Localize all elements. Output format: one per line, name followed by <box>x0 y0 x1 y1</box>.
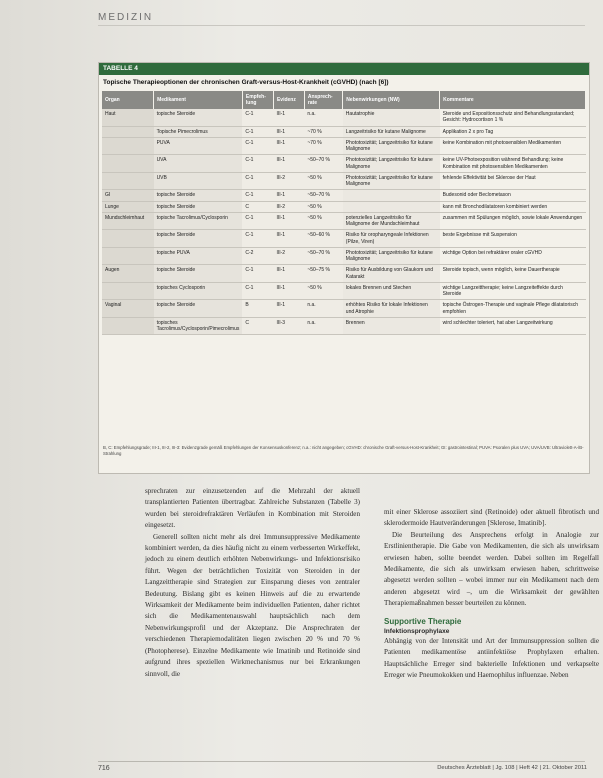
table-cell: topische Steroide <box>154 265 243 283</box>
table-cell: III-2 <box>273 201 304 212</box>
table-cell: topische Östrogen-Therapie und vaginale Pflege dilatatorisch empfohlen <box>440 300 586 318</box>
table-row <box>102 190 586 201</box>
table-cell: kann mit Bronchodilatatoren kombiniert werden <box>440 201 586 212</box>
table-cell: III-1 <box>273 230 304 248</box>
table-row <box>102 201 586 212</box>
table-cell: III-1 <box>273 137 304 155</box>
table-cell: C <box>242 201 273 212</box>
table-cell: C-1 <box>242 265 273 283</box>
table-cell: Risiko für oropharyngeale Infektionen (Pilze, Viren) <box>343 230 440 248</box>
table-cell: Brennen <box>343 317 440 335</box>
table-cell: ~50–70 % <box>304 247 342 265</box>
table-cell: Augen <box>102 265 154 283</box>
table-row <box>102 247 586 265</box>
table-cell: topisches Cyclosporin <box>154 282 243 300</box>
table-cell <box>102 282 154 300</box>
table-cell: ~50 % <box>304 282 342 300</box>
table-cell: PUVA <box>154 137 243 155</box>
paragraph: mit einer Sklerose assoziiert sind (Retinoide) oder aktuell fibrotisch und sklerodermoide Hautveränderungen [Sklerose, Imatinib]. <box>384 508 599 528</box>
table-row <box>102 109 586 126</box>
table-cell: ~70 % <box>304 126 342 137</box>
table-cell: UVA <box>154 155 243 173</box>
table-footnote: B, C: Empfehlungsgrade; III-1, III-2, III-3: Evidenzgrade gemäß Empfehlungen der Konsensuskonferenz; n.a.: nicht angegeben; cGVHD: chronische Graft-versus-Host-Krankheit; GI: gastrointestinal; PUVA: Psoralen plus UVA; UVA/UVB: Ultraviolett-A-/B-Strahlung <box>103 445 584 456</box>
table-cell: C-1 <box>242 155 273 173</box>
table-cell <box>102 155 154 173</box>
table-cell: ~50 % <box>304 172 342 190</box>
table-row <box>102 265 586 283</box>
table-cell <box>102 317 154 335</box>
table-cell: ~50–70 % <box>304 155 342 173</box>
table-cell: Langzeitrisiko für kutane Malignome <box>343 126 440 137</box>
paragraph: Die Beurteilung des Ansprechens erfolgt in Analogie zur Erstlinientherapie. Die Gabe von Medikamenten, die sich als unwirksam erwiesen haben, sollte beendet werden. Dabei sollten im Regelfall Medikamente, die sich als unwirksam erwiesen haben, schrittweise abgesetzt werden sollten – wobei immer nur ein Medikament nach dem anderen abgesetzt wird –, um die Wirksamkeit der gewählten Therapiemaßnahmen besser beurteilen zu können. <box>384 530 599 608</box>
table-cell: III-2 <box>273 172 304 190</box>
table-row <box>102 126 586 137</box>
table-row <box>102 300 586 318</box>
table-cell: Phototoxizität; Langzeitrisiko für kutane Malignome <box>343 247 440 265</box>
table-cell: wichtige Option bei refraktärer oraler cGVHD <box>440 247 586 265</box>
table-row <box>102 230 586 248</box>
table-cell: III-1 <box>273 109 304 126</box>
table-cell: Lunge <box>102 201 154 212</box>
table-cell: keine Kombination mit photosensiblen Medikamenten <box>440 137 586 155</box>
table-row <box>102 172 586 190</box>
table-cell: wichtige Langzeittherapie; keine Langzeiteffekte durch Steroide <box>440 282 586 300</box>
table-body <box>102 109 586 335</box>
column-header: Empfeh-lung <box>242 91 273 109</box>
column-header: Organ <box>102 91 154 109</box>
table-cell: ~70 % <box>304 137 342 155</box>
table-cell: III-1 <box>273 282 304 300</box>
table-cell: C-1 <box>242 212 273 230</box>
table-cell: topische Tacrolimus/Cyclosporin <box>154 212 243 230</box>
table-row <box>102 137 586 155</box>
table-cell: Phototoxizität; Langzeitrisiko für kutane Malignome <box>343 155 440 173</box>
table-cell: III-3 <box>273 317 304 335</box>
table-row <box>102 317 586 335</box>
table-cell: Phototoxizität; Langzeitrisiko für kutane Malignome <box>343 172 440 190</box>
table-cell <box>102 172 154 190</box>
table-cell: topische Steroide <box>154 190 243 201</box>
table-cell: n.a. <box>304 300 342 318</box>
table-cell: III-1 <box>273 300 304 318</box>
body-column-right <box>384 507 599 682</box>
table-cell: Vaginal <box>102 300 154 318</box>
table-box <box>98 62 590 474</box>
table-cell <box>102 247 154 265</box>
table-title: Topische Therapieoptionen der chronischen Graft-versus-Host-Krankheit (cGVHD) (nach [6]) <box>103 79 389 86</box>
paragraph: Generell sollten nicht mehr als drei Immunsuppressive Medikamente kombiniert werden, da dies häufig nicht zu einem verbesserten Wirkeffekt, jedoch zu einem deutlich erhöhten Nebenwirkungs- und Infektionsrisiko führt. Wegen der beträchtlichen Toxizität von Steroiden in der Langzeittherapie sind Strategien zur Einsparung dieses von zentraler Bedeutung. Bislang gibt es keinen Hinweis auf die zu erwartende Wirksamkeit der Medikamente beim individuellen Patienten, daher richtet sich die Medikamentenauswahl hauptsächlich nach dem Nebenwirkungsprofil und der Akzeptanz. Die Ansprechraten der verschiedenen Therapiemodalitäten liegen zwischen 20 % und 70 % (Photopherese). Einzelne Medikamente wie Imatinib und Retinoide sind aufgrund ihres speziellen Wirkmechanismus nur bei Erkrankungen sinnvoll, die <box>145 532 360 678</box>
table-cell: Applikation 2 x pro Tag <box>440 126 586 137</box>
page-number: 716 <box>98 765 110 772</box>
journal-citation: Deutsches Ärzteblatt | Jg. 108 | Heft 42 | 21. Oktober 2011 <box>437 765 587 771</box>
table-cell: UVB <box>154 172 243 190</box>
table-cell: ~50 % <box>304 212 342 230</box>
column-header: Nebenwirkungen (NW) <box>343 91 440 109</box>
table-cell: III-1 <box>273 155 304 173</box>
body-column-left <box>145 486 360 680</box>
table-cell: Haut <box>102 109 154 126</box>
table-cell: Steroide topisch, wenn möglich, keine Dauertherapie <box>440 265 586 283</box>
table-cell: topische PUVA <box>154 247 243 265</box>
column-header: Medikament <box>154 91 243 109</box>
table-header-row <box>102 91 586 109</box>
table-cell: Phototoxizität; Langzeitrisiko für kutane Malignome <box>343 137 440 155</box>
table-cell: C-1 <box>242 282 273 300</box>
table-cell: GI <box>102 190 154 201</box>
table-cell: ~50 % <box>304 201 342 212</box>
subheading: Supportive Therapie <box>384 616 462 626</box>
table-cell: III-1 <box>273 265 304 283</box>
table-cell: zusammen mit Spülungen möglich, sowie lokale Anwendungen <box>440 212 586 230</box>
table-cell: ~50–75 % <box>304 265 342 283</box>
table-cell: III-2 <box>273 247 304 265</box>
table-cell: fehlende Effektivität bei Sklerose der Haut <box>440 172 586 190</box>
table-cell: C-1 <box>242 230 273 248</box>
table-cell: C-1 <box>242 109 273 126</box>
table-cell <box>343 190 440 201</box>
table-cell: lokales Brennen und Stechen <box>343 282 440 300</box>
table-cell: C-1 <box>242 126 273 137</box>
paragraph: sprechraten zur einzusetzenden auf die Mehrzahl der aktuell transplantierten Patienten übertragbar. Zahlreiche Substanzen (Tabelle 3) wurden bei steroidrefraktären Verläufen in Kombination mit Steroiden eingesetzt. <box>145 487 360 530</box>
table-cell: III-1 <box>273 190 304 201</box>
table-cell: topische Steroide <box>154 109 243 126</box>
column-header: Evidenz <box>273 91 304 109</box>
table-cell: topische Steroide <box>154 230 243 248</box>
table-cell: Mundschleimhaut <box>102 212 154 230</box>
table-cell: C-1 <box>242 137 273 155</box>
table-cell: C <box>242 317 273 335</box>
table-cell: ~50–70 % <box>304 190 342 201</box>
table-row <box>102 155 586 173</box>
table-cell: keine UV-Photoexposition während Behandlung; keine Kombination mit photosensiblen Medikamenten <box>440 155 586 173</box>
table-cell: Hautatrophie <box>343 109 440 126</box>
header-rule <box>98 25 585 26</box>
table-cell: erhöhtes Risiko für lokale Infektionen und Atrophie <box>343 300 440 318</box>
table-cell: wird schlechter toleriert, hat aber Langzeitwirkung <box>440 317 586 335</box>
table-cell: Budesonid oder Beclometason <box>440 190 586 201</box>
table-cell: n.a. <box>304 317 342 335</box>
table-cell: ~50–60 % <box>304 230 342 248</box>
column-header: Ansprech-rate <box>304 91 342 109</box>
table-cell: Topische Pimecrolimus <box>154 126 243 137</box>
table-cell: topische Steroide <box>154 201 243 212</box>
therapy-table <box>102 91 586 335</box>
column-header: Kommentare <box>440 91 586 109</box>
table-cell: C-1 <box>242 190 273 201</box>
table-cell: III-1 <box>273 126 304 137</box>
table-cell <box>102 230 154 248</box>
table-cell <box>343 201 440 212</box>
table-cell: C-1 <box>242 172 273 190</box>
table-cell: Steroide und Expositionsschutz sind Behandlungsstandard; Gesicht: Hydrocortison 1 % <box>440 109 586 126</box>
table-row <box>102 212 586 230</box>
table-cell: n.a. <box>304 109 342 126</box>
table-tag <box>99 63 589 75</box>
table-cell <box>102 126 154 137</box>
table-tag-label: TABELLE 4 <box>103 65 138 72</box>
footer-rule <box>98 761 585 762</box>
table-cell: potenzielles Langzeitrisiko für Malignome der Mundschleimhaut <box>343 212 440 230</box>
table-cell: III-1 <box>273 212 304 230</box>
table-row <box>102 282 586 300</box>
table-cell <box>102 137 154 155</box>
table-cell: topisches Tacrolimus/Cyclosporin/Pimecrolimus <box>154 317 243 335</box>
table-cell: C-2 <box>242 247 273 265</box>
table-cell: beste Ergebnisse mit Suspension <box>440 230 586 248</box>
section-header: MEDIZIN <box>98 12 154 23</box>
table-cell: topische Steroide <box>154 300 243 318</box>
table-cell: Risiko für Ausbildung von Glaukom und Katarakt <box>343 265 440 283</box>
subsubheading: Infektionsprophylaxe <box>384 628 450 636</box>
table-cell: B <box>242 300 273 318</box>
paragraph: Abhängig von der Intensität und Art der Immunsuppression sollten die Patienten medikamentöse antiinfektiöse Prophylaxen erhalten. Hauptsächliche Erreger sind bakterielle Infektionen und verkapselte Erreger wie Pneumokokken und Haemophilus influenzae. Neben <box>384 637 599 680</box>
